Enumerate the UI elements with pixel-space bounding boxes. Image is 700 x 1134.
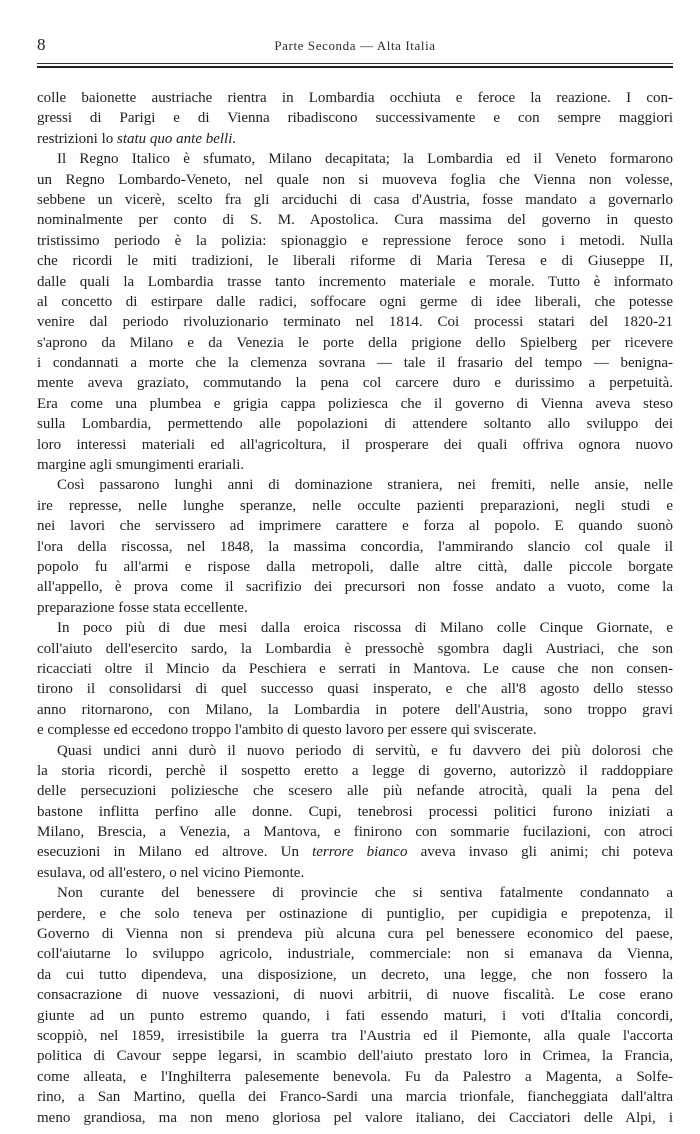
text-line-content: che ricordi le miti tradizioni, le liberali riforme di Maria Teresa e di Giuseppe II, [37, 253, 673, 270]
text-line-content: loro interessi materiali ed all'agricoltura, il prosperare dei quali offriva ognora nuovo [37, 436, 673, 453]
text-line-content: e complesse ed eccedono troppo l'ambito di questo lavoro per essere qui sviscerate. [37, 722, 537, 739]
text-line-content: un Regno Lombardo-Veneto, nel quale non si muoveva foglia che Vienna non volesse, [37, 171, 673, 188]
text-line-content: giunte ad un punto estremo quando, i fati essendo maturi, i voti d'Italia concordi, [37, 1007, 673, 1024]
text-line-content: anno ritornarono, con Milano, la Lombardia in potere dell'Austria, sono troppo gravi [37, 701, 673, 718]
text-line [37, 312, 673, 332]
text-line-content: popolo fu all'armi e rispose dalla metropoli, dalle altre città, dalle piccole borgate [37, 558, 673, 575]
text-line [37, 639, 673, 659]
text-line [37, 272, 673, 292]
text-line-content: esecuzioni in Milano ed altrove. Un [37, 844, 313, 861]
header-rule-thin [37, 63, 673, 64]
text-line [37, 149, 673, 169]
text-line [37, 1067, 673, 1087]
text-line [37, 516, 673, 536]
text-line [37, 231, 673, 251]
text-line [37, 700, 673, 720]
text-line-content: l'ora della riscossa, nel 1848, la massima concordia, l'ammirando slancio col quale il [37, 538, 673, 555]
text-line [37, 435, 673, 455]
text-line [37, 618, 673, 638]
body-text [37, 88, 673, 1128]
text-line [37, 496, 673, 516]
text-line-content: mente aveva graziato, commutando la pena col carcere duro e durissimo a perpetuità. [37, 375, 673, 392]
text-line [37, 414, 673, 434]
text-line-content: consacrazione di nuove vessazioni, di nuovi arbitrii, di nuove fiscalità. Le cose erano [37, 987, 673, 1004]
text-line [37, 781, 673, 801]
text-line-content: Governo di Vienna non si prendeva più alcuna cura pel benessere economico del paese, [37, 926, 673, 943]
text-line-content: politica di Cavour seppe legarsi, in scambio dell'aiuto prestato loro in Crimea, la Francia, [37, 1048, 673, 1065]
text-line-content: restrizioni lo [37, 130, 117, 147]
text-line [37, 842, 673, 862]
text-line [37, 944, 673, 964]
text-line-content: al concetto di estirpare dalle radici, soffocare ogni germe di idee liberali, che potesse [37, 293, 673, 310]
text-line-content: bastone inflitta perfino alle donne. Cupi, tenebrosi processi politici furono iniziati a [37, 803, 673, 820]
text-line [37, 1046, 673, 1066]
text-line [37, 1108, 673, 1128]
text-line-content: nominalmente per conto di S. M. Apostolica. Cura massima del governo in questo [37, 212, 673, 229]
text-line [37, 537, 673, 557]
text-line [37, 822, 673, 842]
text-line [37, 883, 673, 903]
text-line [37, 924, 673, 944]
text-line [37, 802, 673, 822]
italic-phrase: terrore bianco [312, 844, 408, 861]
text-line-content: all'appello, è prova come il sacrifizio dei precursori non fosse andato a vuoto, come la [37, 579, 673, 596]
text-line-content: perdere, e che solo teneva per ostinazione di puntiglio, per cupidigia e prepotenza, il [37, 905, 673, 922]
text-line [37, 190, 673, 210]
text-line [37, 965, 673, 985]
text-line-content: venire dal periodo rivoluzionario terminato nel 1814. Coi processi statari del 1820-21 [37, 314, 673, 331]
page-number: 8 [37, 35, 46, 54]
text-line-content: sebbene un vicerè, scelto fra gli arciduchi di casa d'Austria, fosse mandato a governarlo [37, 191, 673, 208]
text-line-content: Milano, Brescia, a Venezia, a Mantova, e finirono con sommarie fucilazioni, con atroci [37, 824, 673, 841]
text-line-content: preparazione fosse stata eccellente. [37, 599, 248, 616]
text-line [37, 1087, 673, 1107]
running-head [37, 34, 673, 58]
text-line-content: come alleata, e l'Inghilterra palesemente benevola. Fu da Palestro a Magenta, a Solfe- [37, 1068, 673, 1085]
text-line [37, 1026, 673, 1046]
italic-phrase: statu quo ante belli. [116, 130, 237, 147]
text-line-continuation: aveva invaso gli animi; chi poteva [407, 844, 673, 861]
text-line-content: coll'aiutarne lo sviluppo agricolo, industriale, commerciale: non si emanava da Vienna, [37, 946, 673, 963]
text-line-content: scoppiò, nel 1859, irresistibile la guerra tra l'Austria ed il Piemonte, alla quale l'accorta [37, 1027, 673, 1044]
text-line [37, 761, 673, 781]
text-line-content: da cui tutto dipendeva, una disposizione, un decreto, una legge, che non fossero la [37, 966, 673, 983]
text-line-content: tirono il consolidarsi di quel successo quasi insperato, e che all'8 agosto dello stesso [37, 681, 673, 698]
text-line [37, 679, 673, 699]
text-line [37, 129, 673, 149]
text-line-content: i condannati a morte che la clemenza sovrana — tale il frasario del tempo — benigna- [37, 355, 673, 372]
text-line-content: nei lavori che servissero ad imprimere carattere e forza al popolo. E quando suonò [37, 518, 673, 535]
text-line [37, 557, 673, 577]
text-line-content: tristissimo periodo è la polizia: spionaggio e repressione feroce sono i metodi. Nulla [37, 232, 673, 249]
text-line [37, 904, 673, 924]
text-line [37, 741, 673, 761]
text-line-content: ire represse, nelle lunghe speranze, nelle occulte pazienti preparazioni, negli studi e [37, 497, 673, 514]
text-line [37, 475, 673, 495]
text-line-content: meno grandiosa, ma non meno gloriosa pel valore italiano, dei Cacciatori delle Alpi, i [37, 1109, 673, 1126]
running-title: Parte Seconda — Alta Italia [274, 38, 436, 53]
text-line-content: colle baionette austriache rientra in Lombardia occhiuta e feroce la reazione. I con- [37, 90, 673, 106]
text-line-content: rino, a San Martino, quella dei Franco-Sardi una marcia trionfale, fiancheggiata dall'altra [37, 1089, 673, 1106]
text-line-content: ricacciati oltre il Mincio da Peschiera e serrati in Mantova. Le cause che non consen- [37, 660, 673, 677]
text-line-content: sulla Lombardia, permettendo alle popolazioni di attendere soltanto allo sviluppo dei [37, 416, 673, 433]
text-line [37, 985, 673, 1005]
text-line-content: In poco più di due mesi dalla eroica riscossa di Milano colle Cinque Giornate, e [57, 620, 673, 637]
text-line-content: Era come una plumbea e grigia cappa poliziesca che il governo di Vienna aveva steso [37, 395, 673, 412]
text-line [37, 353, 673, 373]
text-line-content: margine agli smungimenti erariali. [37, 457, 245, 474]
text-line-content: esulava, od all'estero, o nel vicino Piemonte. [37, 864, 305, 881]
text-line [37, 577, 673, 597]
text-line-content: dalle quali la Lombardia trasse tanto incremento materiale e morale. Tutto è informato [37, 273, 673, 290]
header-rule-thick [37, 66, 673, 68]
text-line [37, 210, 673, 230]
text-line-content: la storia ricordi, perchè il sospetto eretto a legge di governo, autorizzò il raddoppiare [37, 762, 673, 779]
text-line [37, 720, 673, 740]
text-line-content: s'aprono da Milano e da Venezia le porte della prigione dello Spielberg per ricevere [37, 334, 673, 351]
text-line [37, 863, 673, 883]
text-line [37, 659, 673, 679]
text-line-content: Così passarono lunghi anni di dominazione straniera, nei fremiti, nelle ansie, nelle [57, 477, 673, 494]
text-line-content: Quasi undici anni durò il nuovo periodo di servitù, e fu davvero dei più dolorosi che [57, 742, 673, 759]
text-line [37, 394, 673, 414]
text-line [37, 1006, 673, 1026]
text-line [37, 251, 673, 271]
text-line-content: gressi di Parigi e di Vienna ribadiscono successivamente e con sempre maggiori [37, 110, 673, 127]
text-line-content: Il Regno Italico è sfumato, Milano decapitata; la Lombardia ed il Veneto formarono [57, 151, 673, 168]
text-line [37, 108, 673, 128]
text-line-content: coll'aiuto dell'esercito sardo, la Lombardia è pressochè sgombra dagli Austriaci, che son [37, 640, 673, 657]
text-line [37, 292, 673, 312]
text-line [37, 170, 673, 190]
text-line [37, 455, 673, 475]
text-line-content: Non curante del benessere di provincie che si sentiva fatalmente condannato a [57, 885, 673, 902]
text-line [37, 333, 673, 353]
text-line [37, 373, 673, 393]
text-line [37, 598, 673, 618]
text-line [37, 88, 673, 108]
text-line-content: delle persecuzioni poliziesche che scesero alle più nefande atrocità, quali la pena del [37, 783, 673, 800]
